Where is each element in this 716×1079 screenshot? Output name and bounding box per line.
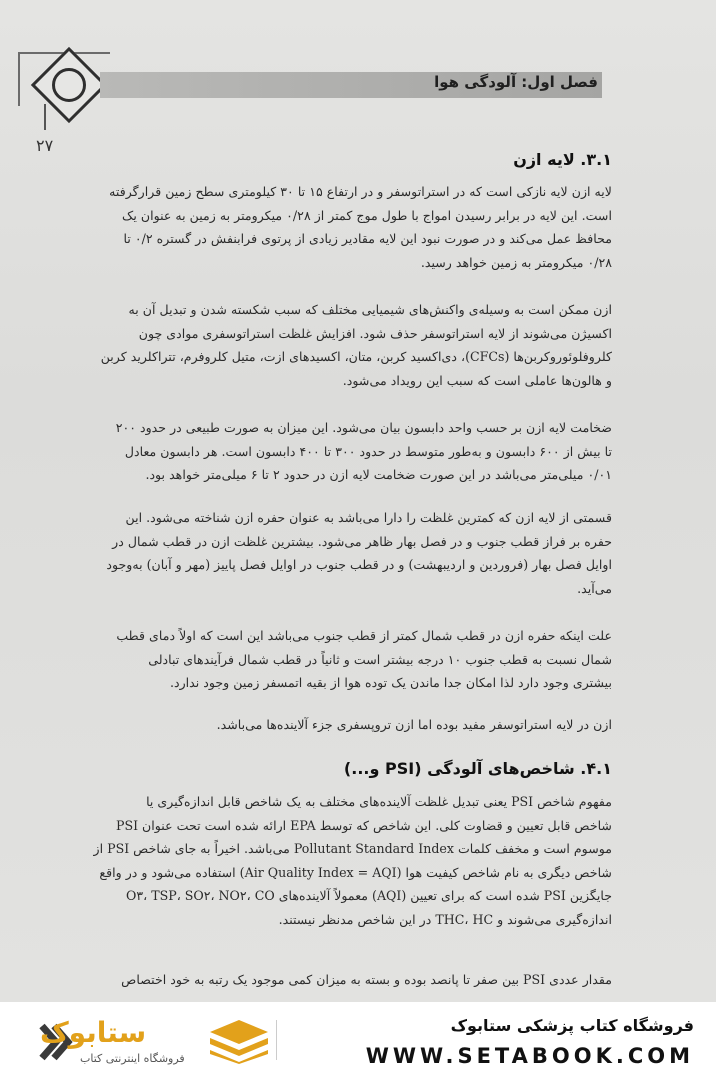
paragraph-ozone-4 [33, 506, 612, 600]
brand-wordmark: ستابوک [40, 1016, 147, 1049]
paragraph-ozone-3 [33, 416, 612, 487]
store-footer-banner [0, 1002, 716, 1079]
chapter-title: فصل اول: آلودگی هوا [434, 73, 598, 91]
text-line: ازن ممکن است به وسیله‌ی واکنش‌های شیمیایی مختلف که سبب شکسته شدن و تبدیل آن به [128, 302, 612, 317]
text-line: ۰/۲۸ میکرومتر به زمین خواهد رسید. [420, 254, 612, 270]
text-line: حفره بر فراز قطب جنوب و در فصل بهار ظاهر می‌شود. بیشترین غلظت ازن در قطب شمال در [112, 533, 612, 549]
page-number: ۲۷ [36, 136, 54, 155]
text-line: اکسیژن می‌شوند از لایه استراتوسفر حذف شود. افزایش غلظت استراتوسفری موادی چون [138, 325, 612, 341]
section-heading-ozone-layer: ۳.۱. لایه ازن [513, 150, 612, 169]
text-line: ضخامت لایه ازن بر حسب واحد دابسون بیان می‌شود. این میزان به صورت طبیعی در حدود ۲۰۰ [115, 420, 612, 435]
text-line: ازن در لایه استراتوسفر مفید بوده اما ازن تروپسفری جزء آلاینده‌ها می‌باشد. [216, 717, 612, 732]
text-line: تا بیش از ۶۰۰ دابسون و به‌طور متوسط در حدود ۳۰۰ تا ۴۰۰ دابسون است. هر دابسون معادل [124, 443, 612, 459]
text-line: اندازه‌گیری می‌شوند و THC، HC در این شاخص مدنظر نیستند. [278, 911, 612, 927]
text-line: علت اینکه حفره ازن در قطب شمال کمتر از قطب جنوب می‌باشد این است که اولاً دمای قطب [116, 628, 612, 643]
book-stack-icon [208, 1018, 270, 1064]
paragraph-ozone-6 [33, 713, 612, 737]
paragraph-psi-1 [33, 790, 612, 931]
text-line: شاخص دیگری به نام شاخص کیفیت هوا (Air Quality Index = AQI) استفاده می‌شود و در واقع [99, 864, 612, 880]
text-line: و هالون‌ها عاملی است که سبب این رویداد می‌شود. [342, 372, 612, 388]
text-line: مقدار عددی PSI بین صفر تا پانصد بوده و بسته به میزان کمی موجود یک رتبه به خود اختصاص [121, 972, 612, 987]
paragraph-ozone-2 [33, 298, 612, 392]
page-number-rule [44, 104, 46, 130]
paragraph-ozone-1 [33, 180, 612, 274]
text-line: قسمتی از لایه ازن که کمترین غلظت را دارا می‌باشد به عنوان حفره ازن شناخته می‌شود. این [125, 510, 612, 525]
text-line: شمال نسبت به قطب جنوب ۱۰ درجه بیشتر است و ثانیاً در قطب شمال فرآیندهای تبادلی [148, 651, 612, 667]
text-line: موسوم است و مخفف کلمات Pollutant Standard Index می‌باشد. اخیراً به جای شاخص PSI از [93, 841, 612, 856]
text-line: شاخص قابل تعیین و قضاوت کلی. این شاخص که توسط EPA ارائه شده است تحت عنوان PSI [115, 817, 612, 833]
footer-divider [276, 1020, 277, 1060]
text-line: محافظ عمل می‌کند و در صورت نبود این لایه مقادیر زیادی از پرتوی فرابنفش در گستره ۰/۲ تا [123, 231, 612, 246]
section-heading-pollution-indices: ۴.۱. شاخص‌های آلودگی (PSI و...) [343, 759, 612, 778]
brand-subtitle: فروشگاه اینترنتی کتاب [80, 1052, 185, 1065]
text-line: مفهوم شاخص PSI یعنی تبدیل غلظت آلاینده‌های مختلف به یک شاخص قابل اندازه‌گیری یا [146, 794, 612, 809]
text-line: می‌آید. [577, 580, 612, 596]
text-line: کلروفلوئوروکربن‌ها (CFCs)، دی‌اکسید کربن، متان، اکسیدهای ازت، متیل کلروفرم، تتراکلرید کربن [100, 349, 612, 364]
shop-url-link[interactable]: WWW.SETABOOK.COM [365, 1044, 694, 1068]
text-line: ۰/۰۱ میلی‌متر می‌باشد در این صورت ضخامت لایه ازن در حدود ۲ تا ۶ میلی‌متر خواهد بود. [145, 467, 612, 482]
text-line: لایه ازن لایه نازکی است که در استراتوسفر و در ارتفاع ۱۵ تا ۳۰ کیلومتری سطح زمین قرارگرفته [109, 184, 612, 199]
text-line: است. این لایه در برابر رسیدن امواج با طول موج کمتر از ۰/۲۸ میکرومتر به زمین به عنوان یک [122, 207, 612, 223]
paragraph-psi-2 [33, 968, 612, 992]
paragraph-ozone-5 [33, 624, 612, 695]
shop-name: فروشگاه کتاب پزشکی ستابوک [450, 1016, 694, 1035]
text-line: اوایل فصل بهار (فروردین و اردیبهشت) و در قطب جنوب در اوایل فصل پاییز (مهر و آبان) به‌وجود [106, 557, 612, 572]
text-line: جایگزین PSI شده است که برای تعیین (AQI) معمولاً آلاینده‌های O۳، TSP، SO۲، NO۲، CO [126, 888, 612, 903]
text-line: بیشتری وجود دارد لذا امکان جدا ماندن یک توده هوا از بقیه اتمسفر زمین وجود ندارد. [169, 675, 612, 690]
